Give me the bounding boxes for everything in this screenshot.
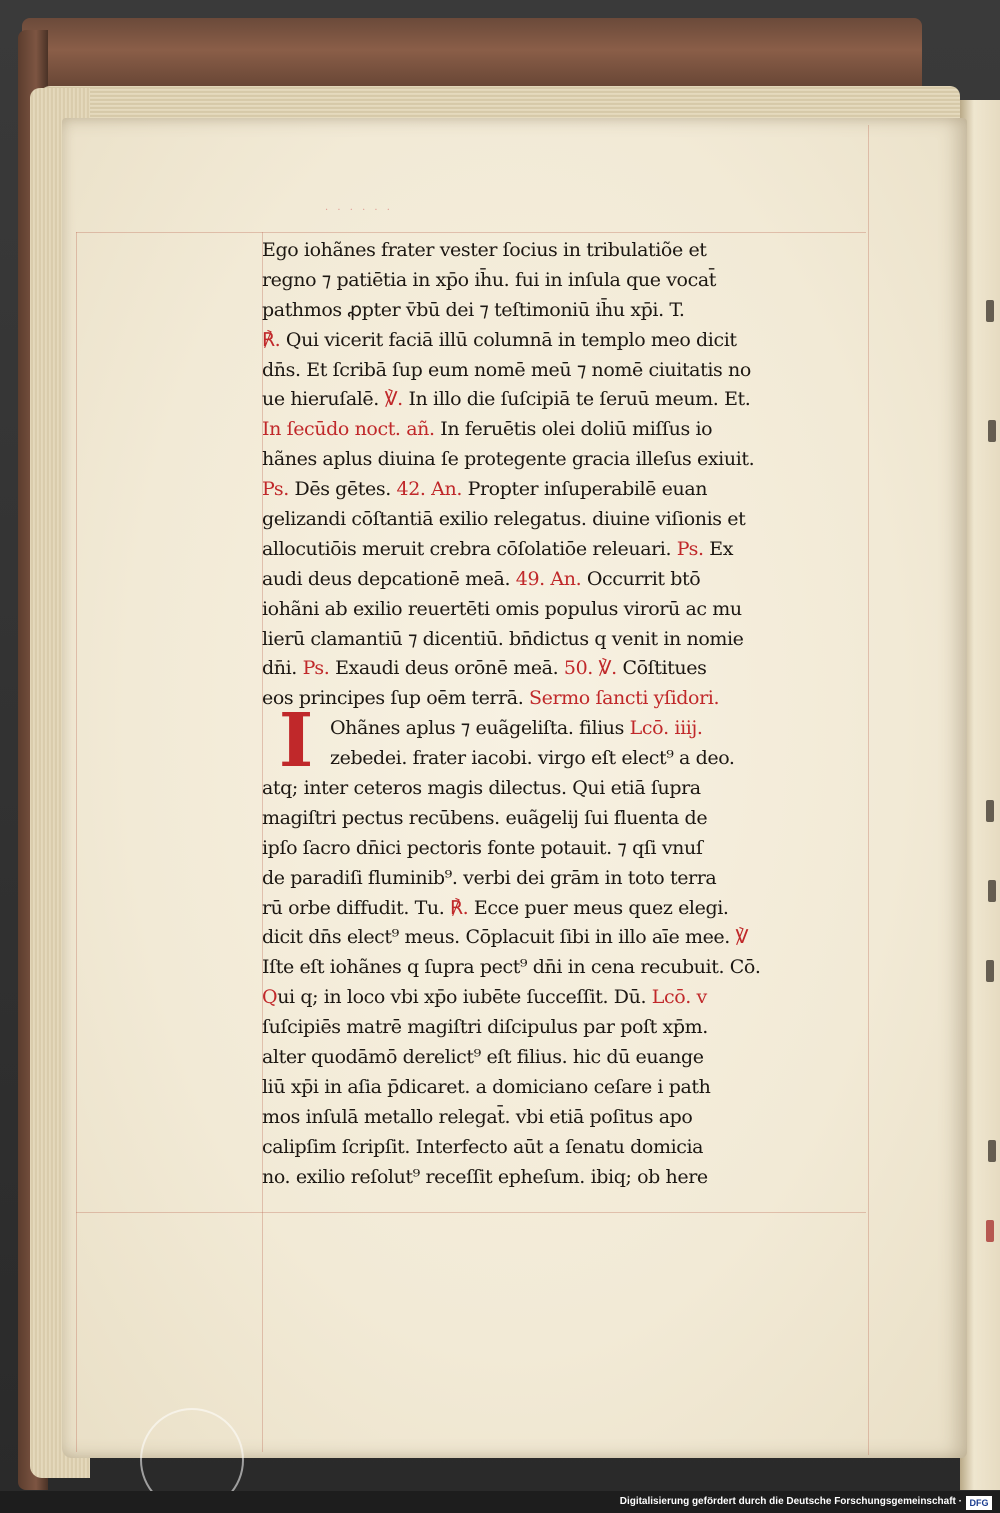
body-text: audi deus depcationē meā. xyxy=(262,567,516,590)
rubric-text: 42. An. xyxy=(396,478,468,501)
dfg-logo: DFG xyxy=(966,1496,992,1510)
body-text: dicit dn̄s elect⁹ meus. Cōplacuit ſibi in illo aīe mee. xyxy=(262,926,736,949)
body-text: lierū clamantiū ⁊ dicentiū. bn̄dictus q venit in nomie xyxy=(262,627,744,650)
body-text: Ohãnes aplus ⁊ euãgeliſta. filius xyxy=(330,717,630,740)
body-text: alter quodāmō derelict⁹ eſt filius. hic dū euange xyxy=(262,1046,704,1069)
text-line xyxy=(262,983,862,1013)
body-text: iohãni ab exilio reuertēti omis populus virorū ac mu xyxy=(262,597,742,620)
faint-rubric-marks: · · · · · · xyxy=(325,205,393,216)
body-text: ſuſcipiēs matrē magiſtri diſcipulus par poſt xp̄m. xyxy=(262,1016,708,1039)
text-line xyxy=(262,953,862,983)
body-text: de paradiſi fluminib⁹. verbi dei grām in toto terra xyxy=(262,866,717,889)
body-text: Iſte eſt iohãnes q ſupra pect⁹ dn̄i in cena recubuit. Cō. xyxy=(262,956,761,979)
body-text: pathmos ꝓpter v̄bū dei ⁊ teſtimoniū ih̄u xp̄i. xyxy=(262,298,670,321)
text-line xyxy=(262,236,862,266)
body-text: rū orbe diffudit. Tu. xyxy=(262,896,451,919)
text-line xyxy=(262,654,862,684)
text-block xyxy=(262,236,862,1193)
ruling-line-right-text xyxy=(868,125,869,1455)
text-line xyxy=(262,1013,862,1043)
rubric-text: Ps. xyxy=(262,478,295,501)
rubric-text: Lcō. v xyxy=(651,986,707,1009)
body-text: zebedei. frater iacobi. virgo eſt elect⁹ a deo. xyxy=(330,747,735,770)
body-text: mos inſulā metallo relegat̄. vbi etiā poſitus apo xyxy=(262,1105,693,1128)
rubric-text: Ps. xyxy=(302,657,336,680)
body-text: liū xp̄i in aſia p̄dicaret. a domiciano ceſare i path xyxy=(262,1075,711,1098)
rubric-text: Ps. xyxy=(676,537,710,560)
body-text: hãnes aplus diuina ſe protegente gracia illeſus exiuit. xyxy=(262,448,755,471)
text-line xyxy=(262,923,862,953)
body-text: Qui vicerit faciā illū columnā in templo meo dicit xyxy=(285,328,737,351)
rubric-text: Q xyxy=(262,986,278,1009)
text-line xyxy=(262,356,862,386)
text-line xyxy=(262,326,862,356)
rubric-text: 50. ℣. xyxy=(563,657,623,680)
body-text: eos principes ſup oēm terrā. xyxy=(262,687,530,710)
text-line xyxy=(262,894,862,924)
text-line xyxy=(262,535,862,565)
ruling-line-bottom xyxy=(76,1212,866,1213)
text-line xyxy=(262,385,862,415)
text-line xyxy=(262,1163,862,1193)
text-line xyxy=(262,266,862,296)
rubric-text: ℣ xyxy=(735,926,749,949)
body-text: Dēs gētes. xyxy=(294,478,397,501)
body-text: ue hieruſalē. xyxy=(262,388,385,411)
body-text: allocutiōis meruit crebra cōſolatiōe releuari. xyxy=(262,537,677,560)
body-text: calipſim ſcripſit. Interfecto aūt a ſenatu domicia xyxy=(262,1135,704,1158)
body-text: dn̄i. xyxy=(262,657,303,680)
text-line xyxy=(262,565,862,595)
body-text: ipſo ſacro dn̄ici pectoris fonte potauit. ⁊ qſi vnuſ xyxy=(262,836,703,859)
text-line xyxy=(262,774,862,804)
rubric-text: 49. An. xyxy=(515,567,587,590)
text-line xyxy=(262,445,862,475)
text-line xyxy=(262,834,862,864)
text-line xyxy=(262,595,862,625)
text-line xyxy=(262,1043,862,1073)
text-line xyxy=(262,625,862,655)
rubric-text: ℣. xyxy=(384,388,409,411)
body-text: dn̄s. Et ſcribā ſup eum nomē meū ⁊ nomē ciuitatis no xyxy=(262,358,751,381)
ruling-line-top xyxy=(76,232,866,233)
ruling-line-left-outer xyxy=(76,232,77,1452)
body-text: In illo die ſuſcipiā te ſeruū meum. Et. xyxy=(408,388,751,411)
text-line xyxy=(262,415,862,445)
decorated-initial: I xyxy=(278,698,314,784)
text-line xyxy=(262,475,862,505)
digitization-credit: Digitalisierung gefördert durch die Deutsche Forschungsgemeinschaft · xyxy=(619,1496,962,1507)
text-line xyxy=(262,714,862,744)
rubric-text: Sermo ſancti yſidori. xyxy=(529,687,720,710)
rubric-text: In ſecūdo noct. añ. xyxy=(262,418,441,441)
body-text: Ego iohãnes frater vester ſocius in tribulatiõe et xyxy=(262,239,707,261)
body-text: regno ⁊ patiētia in xp̄o ih̄u. fui in inſula que vocat̄ xyxy=(262,268,716,291)
text-line xyxy=(262,505,862,535)
body-text: Ex xyxy=(709,537,734,560)
body-text: no. exilio reſolut⁹ receſſit epheſum. ibiq; ob here xyxy=(262,1165,708,1188)
text-line xyxy=(262,684,862,714)
text-line xyxy=(262,1073,862,1103)
rubric-text: ℟. xyxy=(450,896,474,919)
rubric-text: Lcō. iiij. xyxy=(629,717,703,740)
body-text: magiſtri pectus recūbens. euãgelij ſui fluenta de xyxy=(262,806,708,829)
text-line xyxy=(262,1133,862,1163)
body-text: atq; inter ceteros magis dilectus. Qui etiā ſupra xyxy=(262,777,701,800)
body-text: ui q; in loco vbi xp̄o iubēte ſucceſſit. Dū. xyxy=(277,986,652,1009)
text-line xyxy=(262,864,862,894)
text-line xyxy=(262,296,862,326)
body-text: T. xyxy=(669,298,685,321)
body-text: Occurrit btō xyxy=(586,567,701,590)
body-text: Propter inſuperabilē euan xyxy=(467,478,708,501)
text-line xyxy=(262,804,862,834)
body-text: gelizandi cōſtantiā exilio relegatus. diuine viſionis et xyxy=(262,508,746,531)
body-text: In feruētis olei doliū miſſus io xyxy=(440,418,713,441)
body-text: Cōſtitues xyxy=(622,657,707,680)
text-line xyxy=(262,744,862,774)
body-text: Exaudi deus orōnē meā. xyxy=(335,657,564,680)
rubric-text: ℟. xyxy=(262,328,286,351)
body-text: Ecce puer meus quez elegi. xyxy=(473,896,729,919)
text-line xyxy=(262,1103,862,1133)
